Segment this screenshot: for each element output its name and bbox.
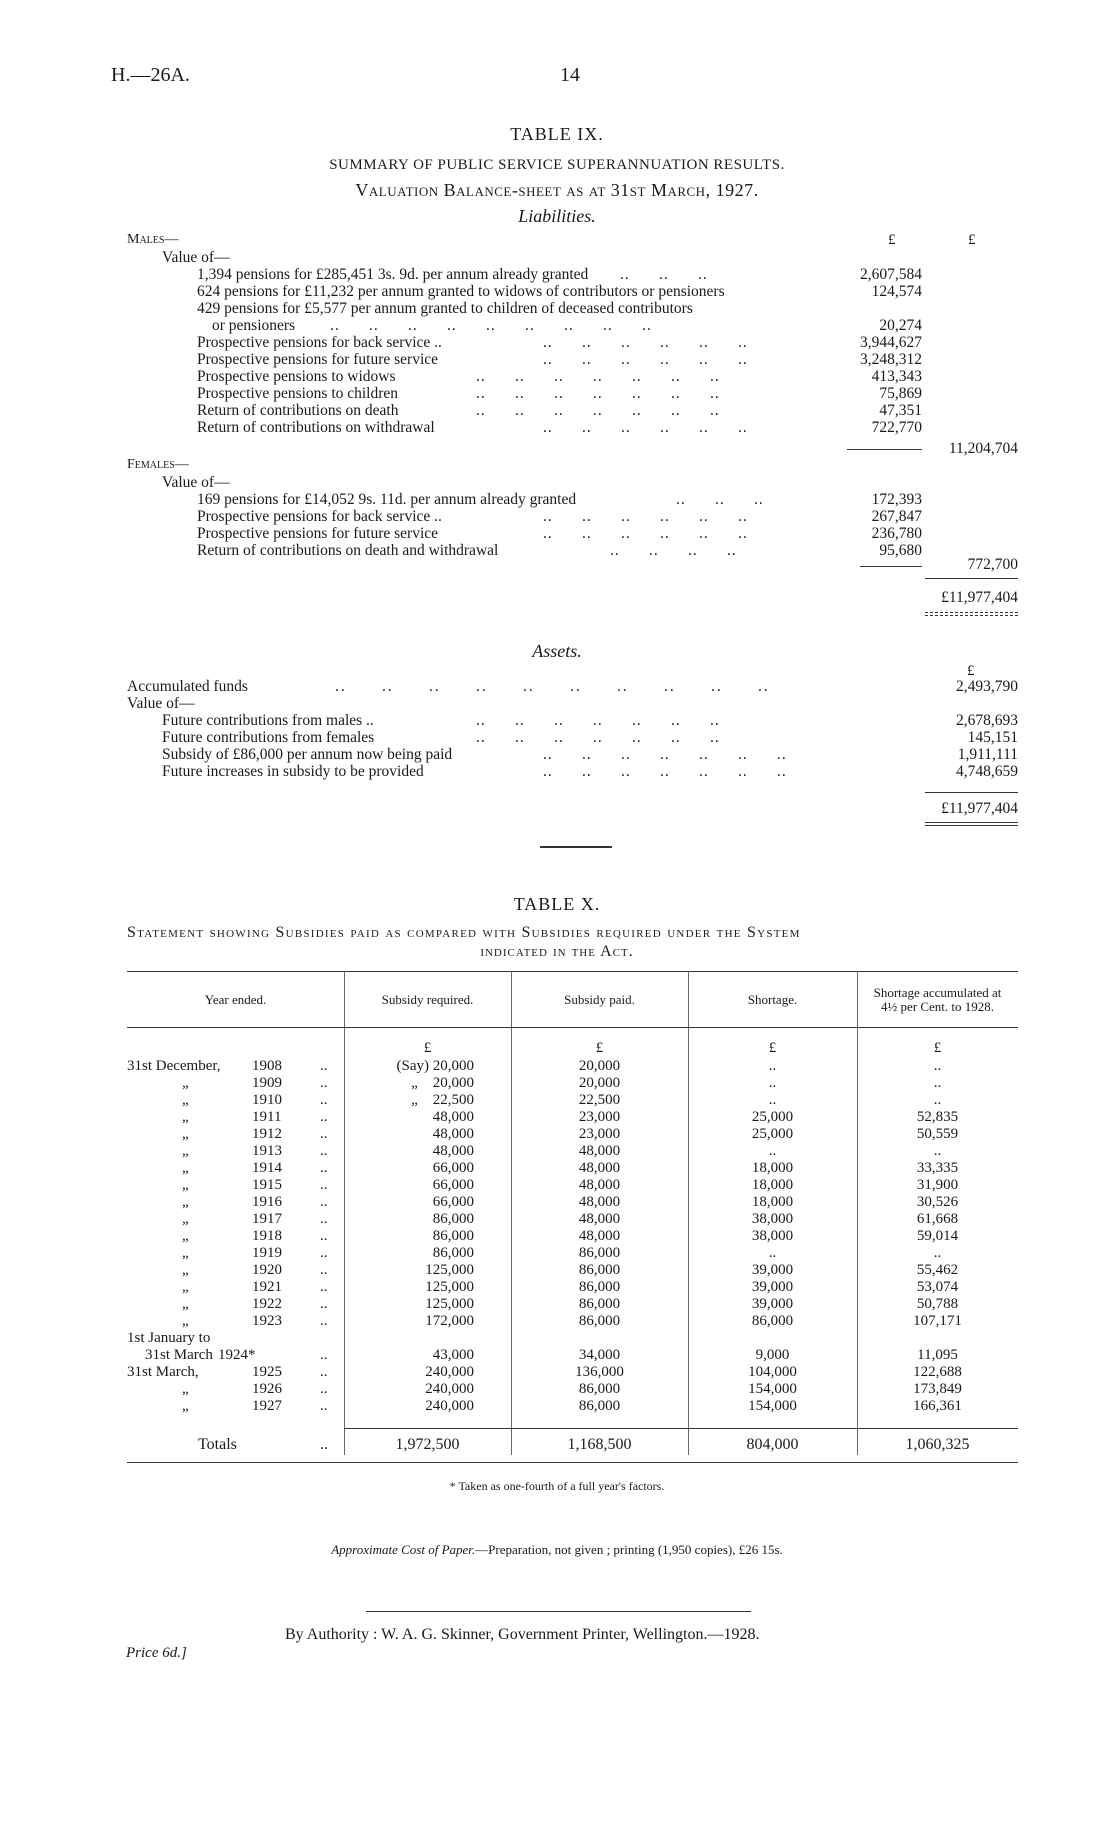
assets-total-rule-bottom2	[925, 825, 1018, 826]
table9-subtitle: SUMMARY OF PUBLIC SERVICE SUPERANNUATION RESULTS.	[329, 157, 785, 173]
row-required: 66,000	[432, 1177, 474, 1193]
row-period: „	[182, 1092, 189, 1108]
table-row	[0, 1347, 1114, 1364]
row-dots: ..	[320, 1347, 328, 1363]
liability-label: or pensioners	[212, 317, 296, 334]
row-dots: ..	[320, 1296, 328, 1312]
row-period: 31st March,	[127, 1364, 199, 1380]
liability-row	[0, 491, 1114, 508]
leader-dots: .. .. .. .. .. ..	[543, 525, 748, 542]
liability-row	[0, 334, 1114, 351]
males-total: 11,204,704	[948, 440, 1018, 457]
leader-dots: .. .. .. .. .. ..	[543, 508, 748, 525]
table-row	[0, 1058, 1114, 1075]
row-accumulated: ..	[933, 1058, 942, 1074]
table10-subtitle-line2: indicated in the Act.	[480, 943, 634, 960]
row-year: 1921	[252, 1279, 282, 1295]
row-year: 1919	[252, 1245, 282, 1261]
liability-amount: 3,248,312	[860, 351, 922, 368]
row-period: 31st December,	[127, 1058, 221, 1074]
row-paid: 86,000	[578, 1262, 621, 1278]
row-shortage: 18,000	[751, 1160, 794, 1176]
row-year: 1909	[252, 1075, 282, 1091]
liability-amount: 95,680	[879, 542, 922, 559]
row-required: 240,000	[425, 1364, 474, 1380]
table-row	[0, 1245, 1114, 1262]
liability-label: Prospective pensions for back service ..	[197, 334, 442, 351]
header-subsidy-paid: Subsidy paid.	[564, 992, 635, 1007]
table9-title: TABLE IX.	[510, 124, 604, 144]
liability-row	[0, 385, 1114, 402]
liability-row	[0, 402, 1114, 419]
row-accumulated: 11,095	[917, 1347, 958, 1363]
row-required: 48,000	[432, 1109, 474, 1125]
row-shortage: 38,000	[751, 1211, 794, 1227]
liability-row	[0, 419, 1114, 436]
asset-amount: 2,678,693	[956, 712, 1018, 729]
accumulated-funds-label: Accumulated funds	[127, 678, 248, 695]
row-period: „	[182, 1228, 189, 1244]
liability-row	[0, 525, 1114, 542]
row-paid: 23,000	[578, 1109, 621, 1125]
cost-of-paper-label: Approximate Cost of Paper.	[331, 1542, 476, 1557]
liability-row	[0, 351, 1114, 368]
section-divider	[540, 846, 612, 848]
currency-required: £	[423, 1040, 432, 1056]
liability-label: Prospective pensions to widows	[197, 368, 396, 385]
table-row	[0, 1194, 1114, 1211]
row-accumulated: 52,835	[916, 1109, 959, 1125]
liability-row	[0, 300, 1114, 317]
asset-row	[0, 746, 1114, 763]
asset-amount: 145,151	[967, 729, 1018, 746]
liabilities-heading: Liabilities.	[518, 206, 596, 226]
currency-paid: £	[595, 1040, 604, 1056]
liability-row	[0, 266, 1114, 283]
row-dots: ..	[320, 1228, 328, 1244]
row-accumulated: 122,688	[913, 1364, 962, 1380]
row-year: 1922	[252, 1296, 282, 1312]
table10-subtitle-line1: Statement showing Subsidies paid as compared with Subsidies required under the System	[127, 924, 801, 941]
table-row	[0, 1296, 1114, 1313]
liability-label: 169 pensions for £14,052 9s. 11d. per annum already granted	[197, 491, 577, 508]
row-dots: ..	[320, 1126, 328, 1142]
asset-label: Future increases in subsidy to be provided	[162, 763, 424, 780]
leader-dots: .. .. .. .. .. ..	[543, 419, 748, 436]
row-shortage: ..	[768, 1075, 777, 1091]
row-accumulated: 173,849	[913, 1381, 962, 1397]
row-year: 1916	[252, 1194, 282, 1210]
asset-label: Future contributions from females	[162, 729, 375, 746]
header-shortage-accumulated-line1: Shortage accumulated at	[873, 985, 1002, 1000]
row-year: 1917	[252, 1211, 282, 1227]
row-shortage: 154,000	[748, 1381, 797, 1397]
row-year: 1911	[252, 1109, 282, 1125]
accumulated-funds-row	[0, 678, 1114, 695]
row-period: 31st March	[145, 1347, 213, 1363]
liability-label: 1,394 pensions for £285,451 3s. 9d. per annum already granted	[197, 266, 589, 283]
totals-accumulated: 1,060,325	[905, 1436, 970, 1453]
row-dots: ..	[320, 1075, 328, 1091]
row-accumulated: ..	[933, 1143, 942, 1159]
row-required: „ 20,000	[411, 1075, 474, 1091]
row-period: „	[182, 1262, 189, 1278]
liability-row	[0, 283, 1114, 300]
row-period: „	[182, 1143, 189, 1159]
liability-amount: 172,393	[871, 491, 922, 508]
table10-totals-rule	[344, 1428, 1018, 1429]
liability-label: Return of contributions on death	[197, 402, 399, 419]
liability-label: Prospective pensions to children	[197, 385, 399, 402]
totals-shortage: 804,000	[746, 1436, 799, 1453]
row-paid: 48,000	[578, 1177, 621, 1193]
row-accumulated: 50,559	[916, 1126, 959, 1142]
liability-amount: 2,607,584	[860, 266, 922, 283]
liability-label: Prospective pensions for future service	[197, 525, 439, 542]
row-dots: ..	[320, 1160, 328, 1176]
table-row	[0, 1398, 1114, 1415]
row-paid: 48,000	[578, 1160, 621, 1176]
row-dots: ..	[320, 1211, 328, 1227]
row-dots: ..	[320, 1092, 328, 1108]
liability-label: 624 pensions for £11,232 per annum granted to widows of contributors or pensioners	[197, 283, 725, 300]
assets-total-rule-top	[925, 792, 1018, 793]
row-accumulated: 55,462	[916, 1262, 959, 1278]
asset-label: Future contributions from males ..	[162, 712, 374, 729]
liability-amount: 413,343	[871, 368, 922, 385]
table-row	[0, 1364, 1114, 1381]
liability-amount: 75,869	[879, 385, 922, 402]
row-period: „	[182, 1211, 189, 1227]
table-row	[0, 1381, 1114, 1398]
liability-amount: 236,780	[871, 525, 922, 542]
row-paid: 20,000	[578, 1058, 621, 1074]
row-accumulated: 31,900	[916, 1177, 959, 1193]
row-dots: ..	[320, 1058, 328, 1074]
row-dots: ..	[320, 1143, 328, 1159]
liability-label: Return of contributions on withdrawal	[197, 419, 435, 436]
asset-row	[0, 763, 1114, 780]
females-total: 772,700	[967, 556, 1018, 573]
row-paid: 136,000	[575, 1364, 624, 1380]
row-period: „	[182, 1296, 189, 1312]
row-required: 66,000	[432, 1160, 474, 1176]
liability-label: Return of contributions on death and withdrawal	[197, 542, 499, 559]
leader-dots: .. .. .. .. .. .. ..	[476, 712, 720, 729]
row-shortage: 39,000	[751, 1262, 794, 1278]
row-period: „	[182, 1177, 189, 1193]
row-paid: 48,000	[578, 1143, 621, 1159]
males-value-of: Value of—	[162, 249, 230, 266]
row-dots: ..	[320, 1398, 328, 1414]
liability-row	[0, 368, 1114, 385]
row-required: 43,000	[432, 1347, 474, 1363]
leader-dots: .. .. .. ..	[610, 542, 737, 559]
row-year: 1926	[252, 1381, 282, 1397]
row-required: 86,000	[432, 1245, 474, 1261]
row-required: „ 22,500	[411, 1092, 474, 1108]
row-shortage: ..	[768, 1058, 777, 1074]
asset-amount: 4,748,659	[956, 763, 1018, 780]
row-shortage: 18,000	[751, 1194, 794, 1210]
row-required: 66,000	[432, 1194, 474, 1210]
cost-of-paper-text: —Preparation, not given ; printing (1,950 copies), £26 15s.	[475, 1542, 783, 1557]
row-accumulated: ..	[933, 1075, 942, 1091]
row-period: „	[182, 1245, 189, 1261]
row-accumulated: 61,668	[916, 1211, 959, 1227]
table10-title: TABLE X.	[513, 894, 601, 914]
liabilities-total-rule-bottom2	[925, 615, 1018, 616]
females-subtotal-rule	[860, 566, 922, 567]
assets-total: £11,977,404	[941, 800, 1018, 817]
price: Price 6d.]	[126, 1645, 187, 1661]
leader-dots: .. .. .. .. .. ..	[543, 351, 748, 368]
table-row	[0, 1160, 1114, 1177]
row-required: 240,000	[425, 1398, 474, 1414]
leader-dots: .. .. ..	[620, 266, 708, 283]
row-required: 86,000	[432, 1211, 474, 1227]
assets-heading: Assets.	[532, 641, 582, 661]
table-row	[0, 1262, 1114, 1279]
row-required: 125,000	[425, 1262, 474, 1278]
row-paid: 86,000	[578, 1279, 621, 1295]
row-paid: 48,000	[578, 1228, 621, 1244]
females-heading: Females—	[127, 457, 189, 472]
row-shortage: 86,000	[751, 1313, 794, 1329]
row-paid: 86,000	[578, 1398, 621, 1414]
table-row	[0, 1126, 1114, 1143]
row-dots: ..	[320, 1381, 328, 1397]
row-shortage: 25,000	[751, 1109, 794, 1125]
accumulated-funds-amount: 2,493,790	[956, 678, 1018, 695]
row-year: 1914	[252, 1160, 282, 1176]
liability-amount: 47,351	[879, 402, 922, 419]
row-period: „	[182, 1126, 189, 1142]
asset-row	[0, 712, 1114, 729]
row-accumulated: 53,074	[916, 1279, 959, 1295]
row-accumulated: 33,335	[916, 1160, 959, 1176]
row-shortage: 38,000	[751, 1228, 794, 1244]
row-year: 1923	[252, 1313, 282, 1329]
liability-amount: 3,944,627	[860, 334, 922, 351]
row-paid: 48,000	[578, 1211, 621, 1227]
row-period: „	[182, 1075, 189, 1091]
row-year: 1912	[252, 1126, 282, 1142]
table-row	[0, 1109, 1114, 1126]
page-number: 14	[560, 64, 580, 86]
table-row	[0, 1313, 1114, 1330]
currency-shortage: £	[768, 1040, 777, 1056]
row-required: 86,000	[432, 1228, 474, 1244]
females-value-of: Value of—	[162, 474, 230, 491]
table9-subtitle2: Valuation Balance-sheet as at 31st March, 1927.	[355, 180, 759, 200]
table10-totals-row	[0, 1436, 1114, 1453]
liability-amount: 267,847	[871, 508, 922, 525]
liability-row	[0, 508, 1114, 525]
row-period: 1st January to	[127, 1330, 211, 1346]
liability-amount: 722,770	[871, 419, 922, 436]
row-required: 172,000	[425, 1313, 474, 1329]
row-shortage: 18,000	[751, 1177, 794, 1193]
row-paid: 86,000	[578, 1296, 621, 1312]
row-accumulated: 59,014	[916, 1228, 959, 1244]
table10-footnote: * Taken as one-fourth of a full year's factors.	[449, 1479, 665, 1493]
row-dots: ..	[320, 1364, 328, 1380]
row-accumulated: 30,526	[916, 1194, 959, 1210]
row-year: 1924*	[218, 1347, 256, 1363]
totals-paid: 1,168,500	[567, 1436, 632, 1453]
row-shortage: ..	[768, 1143, 777, 1159]
liability-label: Prospective pensions for future service	[197, 351, 439, 368]
row-year: 1925	[252, 1364, 282, 1380]
row-period: „	[182, 1398, 189, 1414]
table10-top-rule	[127, 971, 1018, 972]
row-shortage: 9,000	[755, 1347, 790, 1363]
row-year: 1908	[252, 1058, 282, 1074]
assets-currency: £	[967, 663, 975, 679]
assets-total-rule-bottom	[925, 822, 1018, 823]
assets-value-of: Value of—	[127, 695, 195, 712]
row-period: „	[182, 1381, 189, 1397]
document-reference: H.—26A.	[111, 64, 190, 86]
table-row	[0, 1279, 1114, 1296]
leader-dots: .. .. .. .. .. .. ..	[476, 368, 720, 385]
liability-label: Prospective pensions for back service ..	[197, 508, 442, 525]
row-required: 125,000	[425, 1279, 474, 1295]
table-row	[0, 1330, 1114, 1347]
row-period: „	[182, 1279, 189, 1295]
liabilities-total-rule-top	[925, 578, 1018, 579]
row-paid: 20,000	[578, 1075, 621, 1091]
row-accumulated: 166,361	[913, 1398, 962, 1414]
row-shortage: 39,000	[751, 1279, 794, 1295]
row-year: 1913	[252, 1143, 282, 1159]
row-year: 1920	[252, 1262, 282, 1278]
row-shortage: 39,000	[751, 1296, 794, 1312]
header-shortage-accumulated-line2: 4½ per Cent. to 1928.	[880, 999, 994, 1014]
row-paid: 34,000	[578, 1347, 621, 1363]
table10-header-rule	[127, 1027, 1018, 1028]
leader-dots: .. .. .. .. .. .. ..	[543, 763, 787, 780]
leader-dots: .. .. ..	[676, 491, 764, 508]
leader-dots: .. .. .. .. .. ..	[543, 334, 748, 351]
row-shortage: ..	[768, 1245, 777, 1261]
row-paid: 48,000	[578, 1194, 621, 1210]
row-paid: 22,500	[578, 1092, 621, 1108]
row-dots: ..	[320, 1194, 328, 1210]
row-accumulated: ..	[933, 1245, 942, 1261]
row-paid: 86,000	[578, 1381, 621, 1397]
row-period: „	[182, 1160, 189, 1176]
row-required: (Say) 20,000	[396, 1058, 474, 1074]
table-row	[0, 1177, 1114, 1194]
asset-row	[0, 729, 1114, 746]
row-shortage: ..	[768, 1092, 777, 1108]
totals-dots: ..	[320, 1436, 328, 1453]
table-row	[0, 1211, 1114, 1228]
leader-dots: .. .. .. .. .. .. .. .. ..	[330, 317, 652, 334]
row-dots: ..	[320, 1279, 328, 1295]
males-heading: Males—	[127, 232, 179, 247]
authority-rule	[366, 1611, 751, 1612]
table-row	[0, 1228, 1114, 1245]
liability-label: 429 pensions for £5,577 per annum granted to children of deceased contributors	[197, 300, 693, 317]
totals-label: Totals	[198, 1436, 237, 1453]
row-shortage: 104,000	[748, 1364, 797, 1380]
table10-bottom-rule	[127, 1462, 1018, 1463]
liability-amount: 20,274	[879, 317, 922, 334]
row-dots: ..	[320, 1313, 328, 1329]
leader-dots: .. .. .. .. .. .. ..	[476, 385, 720, 402]
row-year: 1910	[252, 1092, 282, 1108]
row-dots: ..	[320, 1109, 328, 1125]
row-shortage: 154,000	[748, 1398, 797, 1414]
row-period: „	[182, 1194, 189, 1210]
row-required: 48,000	[432, 1143, 474, 1159]
liability-amount: 124,574	[871, 283, 922, 300]
row-accumulated: 107,171	[913, 1313, 962, 1329]
row-paid: 86,000	[578, 1313, 621, 1329]
row-dots: ..	[320, 1245, 328, 1261]
row-accumulated: ..	[933, 1092, 942, 1108]
table-row	[0, 1092, 1114, 1109]
row-dots: ..	[320, 1262, 328, 1278]
row-required: 240,000	[425, 1381, 474, 1397]
currency-accumulated: £	[933, 1040, 942, 1056]
row-year: 1918	[252, 1228, 282, 1244]
leader-dots: .. .. .. .. .. .. ..	[476, 402, 720, 419]
table-row	[0, 1143, 1114, 1160]
table-row	[0, 1075, 1114, 1092]
asset-label: Subsidy of £86,000 per annum now being paid	[162, 746, 453, 763]
row-accumulated: 50,788	[916, 1296, 959, 1312]
row-shortage: 25,000	[751, 1126, 794, 1142]
header-year-ended: Year ended.	[204, 992, 267, 1007]
totals-required: 1,972,500	[395, 1436, 460, 1453]
males-subtotal-rule	[847, 449, 922, 450]
currency-col2: £	[968, 232, 976, 248]
row-year: 1927	[252, 1398, 282, 1414]
row-required: 125,000	[425, 1296, 474, 1312]
row-year: 1915	[252, 1177, 282, 1193]
row-dots: ..	[320, 1177, 328, 1193]
cost-of-paper-line	[0, 1542, 1114, 1558]
row-period: „	[182, 1109, 189, 1125]
row-paid: 86,000	[578, 1245, 621, 1261]
leader-dots: .. .. .. .. .. .. ..	[543, 746, 787, 763]
currency-col1: £	[888, 232, 896, 248]
asset-amount: 1,911,111	[957, 746, 1018, 763]
liabilities-total-rule-bottom	[925, 612, 1018, 613]
row-required: 48,000	[432, 1126, 474, 1142]
row-period: „	[182, 1313, 189, 1329]
accumulated-funds-dots: .. .. .. .. .. .. .. .. .. ..	[335, 678, 770, 695]
authority-line: By Authority : W. A. G. Skinner, Government Printer, Wellington.—1928.	[285, 1626, 760, 1643]
row-paid: 23,000	[578, 1126, 621, 1142]
table10-currency-row	[0, 1040, 1114, 1057]
liabilities-total: £11,977,404	[941, 589, 1018, 606]
leader-dots: .. .. .. .. .. .. ..	[476, 729, 720, 746]
header-shortage: Shortage.	[747, 992, 798, 1007]
header-subsidy-required: Subsidy required.	[381, 992, 474, 1007]
liability-row	[0, 317, 1114, 334]
